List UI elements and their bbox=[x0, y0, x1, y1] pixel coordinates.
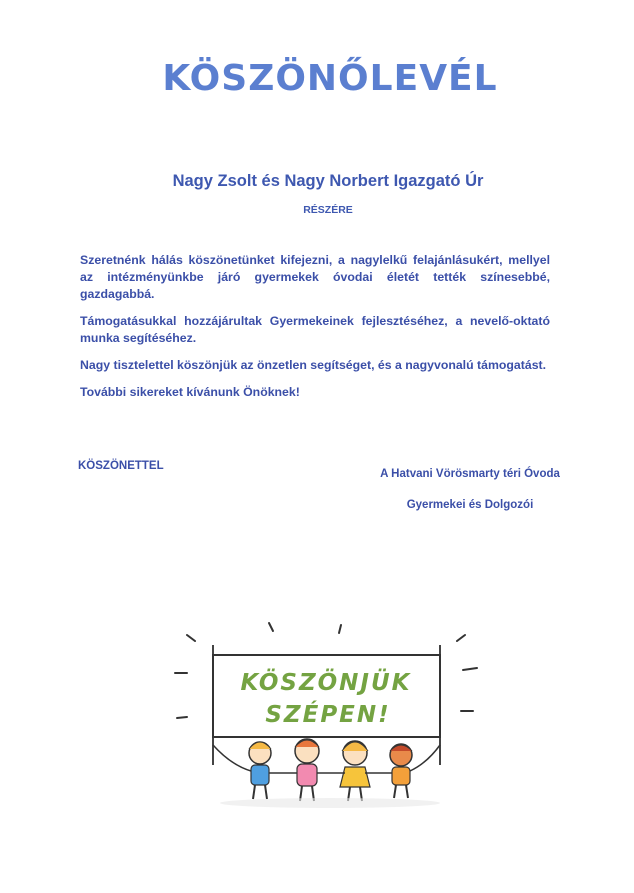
banner-line-1: KÖSZÖNJÜK bbox=[240, 670, 412, 696]
thank-you-illustration bbox=[165, 615, 485, 815]
child-figure bbox=[390, 744, 412, 798]
signature-block bbox=[340, 459, 600, 521]
paragraph: Nagy tisztelettel köszönjük az önzetlen segítséget, és a nagyvonalú támogatást. bbox=[80, 358, 547, 372]
recipient-line: Nagy Zsolt és Nagy Norbert Igazgató Úr bbox=[172, 172, 484, 190]
signature-line-2: Gyermekei és Dolgozói bbox=[406, 499, 534, 511]
children-group bbox=[213, 739, 440, 808]
recipient-suffix: RÉSZÉRE bbox=[303, 204, 353, 216]
paragraph: Szeretnénk hálás köszönetünket kifejezni, a nagylelkű felajánlásukért, mellyel az intézményünkbe járó gyermekek óvodai életét tették színesebbé, gazdagabbá. bbox=[80, 253, 550, 301]
banner-line-2: SZÉPEN! bbox=[265, 702, 391, 728]
closing-salutation: KÖSZÖNETTEL bbox=[78, 460, 164, 472]
child-figure bbox=[340, 741, 370, 801]
paragraph: Támogatásukkal hozzájárultak Gyermekeinek fejlesztéséhez, a nevelő-oktató munka segítéséhez. bbox=[80, 314, 550, 345]
signature-line-1: A Hatvani Vörösmarty téri Óvoda bbox=[380, 468, 560, 480]
child-figure bbox=[249, 742, 271, 799]
child-figure bbox=[295, 739, 319, 801]
letter-title: KÖSZÖNŐLEVÉL bbox=[162, 58, 498, 99]
letter-body bbox=[80, 252, 550, 411]
paragraph: További sikereket kívánunk Önöknek! bbox=[80, 385, 300, 399]
